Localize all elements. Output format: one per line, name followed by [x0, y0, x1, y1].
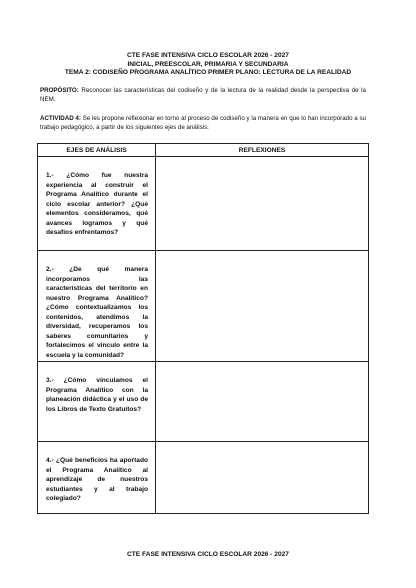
question-cell	[38, 251, 156, 362]
header-line-2: INICIAL, PREESCOLAR, PRIMARIA Y SECUNDARIA	[127, 60, 289, 68]
analysis-table	[37, 143, 369, 514]
question-text: 2.- ¿De qué manera incorporamos las características del territorio en nuestro Programa Analítico? ¿Cómo contextualizamos los contenidos, atendimos la diversidad, recuperamos los saberes comunitarios y fortalecimos el vínculo entre la escuela y la comunidad?	[46, 266, 148, 359]
actividad-label: ACTIVIDAD 4:	[40, 115, 81, 122]
proposito-text: Reconocer las características del codiseño y de la lectura de la realidad desde la perspectiva de la NEM.	[40, 87, 366, 103]
reflection-cell[interactable]	[156, 251, 369, 362]
question-text: 3.- ¿Cómo vinculamos el Programa Analítico con la planeación didáctica y el uso de los Libros de Texto Gratuitos?	[46, 377, 148, 413]
question-cell	[38, 157, 156, 251]
actividad-paragraph	[40, 115, 366, 133]
question-cell	[38, 362, 156, 442]
document-footer: CTE FASE INTENSIVA CICLO ESCOLAR 2026 - 2027	[127, 551, 289, 558]
proposito-paragraph	[40, 87, 366, 105]
table-row	[38, 362, 369, 442]
actividad-text: Se les propone reflexionar en torno al proceso de codiseño y la manera en que lo han incorporado a su trabajo pedagógico, a partir de los siguientes ejes de análisis:	[40, 115, 366, 131]
header-line-1: CTE FASE INTENSIVA CICLO ESCOLAR 2026 - 2027	[127, 52, 289, 59]
reflection-cell[interactable]	[156, 442, 369, 514]
header-line-3: TEMA 2: CODISEÑO PROGRAMA ANALÍTICO PRIMER PLANO: LECTURA DE LA REALIDAD	[64, 69, 352, 77]
reflection-cell[interactable]	[156, 157, 369, 251]
header-ejes: EJES DE ANÁLISIS	[38, 144, 156, 157]
question-cell	[38, 442, 156, 514]
reflection-cell[interactable]	[156, 362, 369, 442]
question-text: 1.- ¿Cómo fue nuestra experiencia al construir el Programa Analítico durante el ciclo escolar anterior? ¿Qué elementos consideramos, qué avances logramos y qué desafíos enfrentamos?	[46, 172, 148, 236]
question-text: 4.- ¿Qué beneficios ha aportado el Programa Analítico al aprendizaje de nuestros estudiantes y al trabajo colegiado?	[46, 457, 148, 502]
table-row	[38, 442, 369, 514]
table-row	[38, 157, 369, 251]
document-header	[40, 52, 376, 78]
proposito-label: PROPÓSITO:	[40, 87, 79, 94]
table-header-row	[38, 144, 369, 157]
table-row	[38, 251, 369, 362]
header-reflexiones: REFLEXIONES	[156, 144, 369, 157]
